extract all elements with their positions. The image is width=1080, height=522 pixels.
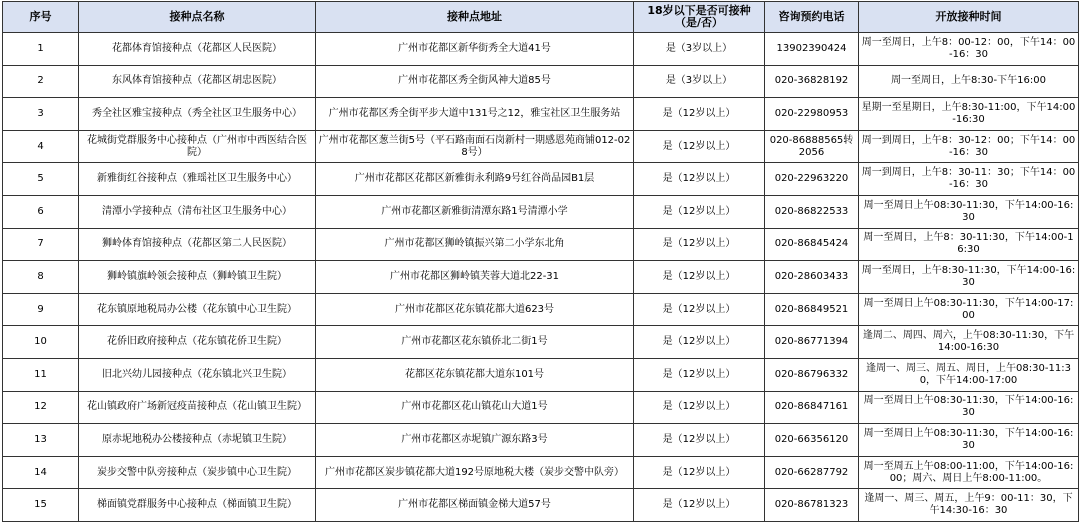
cell-site-name: 新雅街红谷接种点（雅瑶社区卫生服务中心）: [79, 163, 316, 196]
header-site-name: 接种点名称: [79, 2, 316, 33]
cell-address: 广州市花都区花都区新雅街永利路9号红谷尚品园B1层: [316, 163, 634, 196]
cell-no: 9: [3, 293, 79, 326]
cell-hours: 周一到周日，上午8：30-12：00；下午14：00-16：30: [859, 130, 1079, 163]
cell-no: 6: [3, 195, 79, 228]
cell-site-name: 梯面镇党群服务中心接种点（梯面镇卫生院）: [79, 489, 316, 522]
table-row: [3, 195, 1079, 228]
cell-no: 3: [3, 98, 79, 131]
table-row: [3, 261, 1079, 294]
cell-hours: 周一至周日，上午8：00-12：00，下午14：00-16：30: [859, 33, 1079, 66]
vaccination-sites-table: [2, 1, 1079, 522]
header-under18: 18岁以下是否可接种（是/否）: [634, 2, 765, 33]
cell-address: 广州市花都区狮岭镇振兴第二小学东北角: [316, 228, 634, 261]
table-row: [3, 293, 1079, 326]
cell-phone: 020-86771394: [765, 326, 859, 359]
cell-phone: 020-22963220: [765, 163, 859, 196]
cell-under18: 是（12岁以上）: [634, 424, 765, 457]
cell-no: 11: [3, 358, 79, 391]
table-row: [3, 228, 1079, 261]
cell-phone: 020-86822533: [765, 195, 859, 228]
cell-phone: 020-66356120: [765, 424, 859, 457]
cell-phone: 020-86796332: [765, 358, 859, 391]
cell-hours: 周一至周日，上午8:30-下午16:00: [859, 65, 1079, 98]
cell-site-name: 花山镇政府广场新冠疫苗接种点（花山镇卫生院）: [79, 391, 316, 424]
cell-phone: 020-22980953: [765, 98, 859, 131]
cell-address: 广州市花都区狮岭镇芙蓉大道北22-31: [316, 261, 634, 294]
cell-address: 广州市花都区花东镇侨北二街1号: [316, 326, 634, 359]
cell-under18: 是（3岁以上）: [634, 33, 765, 66]
cell-under18: 是（12岁以上）: [634, 228, 765, 261]
cell-address: 广州市花都区新华街秀全大道41号: [316, 33, 634, 66]
cell-address: 广州市花都区赤坭镇广源东路3号: [316, 424, 634, 457]
table-row: [3, 326, 1079, 359]
cell-address: 广州市花都区花东镇花都大道623号: [316, 293, 634, 326]
cell-address: 广州市花都区花山镇花山大道1号: [316, 391, 634, 424]
cell-phone: 020-66287792: [765, 456, 859, 489]
table-row: [3, 358, 1079, 391]
cell-hours: 逢周一、周三、周五，上午9：00-11：30，下午14:30-16：30: [859, 489, 1079, 522]
header-row: [3, 2, 1079, 33]
table-row: [3, 33, 1079, 66]
cell-under18: 是（12岁以上）: [634, 130, 765, 163]
table-row: [3, 65, 1079, 98]
cell-hours: 周一至周日上午08:30-11:30，下午14:00-16:30: [859, 391, 1079, 424]
cell-address: 广州市花都区秀全街风神大道85号: [316, 65, 634, 98]
cell-site-name: 狮岭体育馆接种点（花都区第二人民医院）: [79, 228, 316, 261]
cell-hours: 逢周二、周四、周六，上午08:30-11:30，下午14:00-16:30: [859, 326, 1079, 359]
cell-under18: 是（3岁以上）: [634, 65, 765, 98]
cell-under18: 是（12岁以上）: [634, 261, 765, 294]
cell-hours: 周一至周日上午08:30-11:30，下午14:00-17:00: [859, 293, 1079, 326]
cell-phone: 020-28603433: [765, 261, 859, 294]
cell-address: 花都区花东镇花都大道东101号: [316, 358, 634, 391]
header-hours: 开放接种时间: [859, 2, 1079, 33]
cell-address: 广州市花都区梯面镇金梯大道57号: [316, 489, 634, 522]
cell-hours: 星期一至星期日，上午8:30-11:00，下午14:00-16:30: [859, 98, 1079, 131]
cell-under18: 是（12岁以上）: [634, 358, 765, 391]
cell-no: 15: [3, 489, 79, 522]
table-row: [3, 130, 1079, 163]
cell-site-name: 炭步交警中队旁接种点（炭步镇中心卫生院）: [79, 456, 316, 489]
header-no: 序号: [3, 2, 79, 33]
cell-phone: 020-86888565转2056: [765, 130, 859, 163]
cell-no: 14: [3, 456, 79, 489]
cell-under18: 是（12岁以上）: [634, 456, 765, 489]
header-phone: 咨询预约电话: [765, 2, 859, 33]
cell-hours: 周一至周日上午08:30-11:30，下午14:00-16:30: [859, 424, 1079, 457]
cell-site-name: 清潭小学接种点（清布社区卫生服务中心）: [79, 195, 316, 228]
cell-under18: 是（12岁以上）: [634, 489, 765, 522]
cell-no: 4: [3, 130, 79, 163]
cell-hours: 周一至周日上午08:30-11:30，下午14:00-16:30: [859, 195, 1079, 228]
cell-no: 13: [3, 424, 79, 457]
cell-under18: 是（12岁以上）: [634, 98, 765, 131]
cell-under18: 是（12岁以上）: [634, 163, 765, 196]
cell-site-name: 花东镇原地税局办公楼（花东镇中心卫生院）: [79, 293, 316, 326]
cell-no: 8: [3, 261, 79, 294]
cell-site-name: 花都体育馆接种点（花都区人民医院）: [79, 33, 316, 66]
cell-hours: 周一至周日，上午8:30-11:30，下午14:00-16:30: [859, 261, 1079, 294]
cell-site-name: 旧北兴幼儿园接种点（花东镇北兴卫生院）: [79, 358, 316, 391]
header-address: 接种点地址: [316, 2, 634, 33]
table-row: [3, 163, 1079, 196]
cell-phone: 020-86849521: [765, 293, 859, 326]
cell-address: 广州市花都区新雅街清潭东路1号清潭小学: [316, 195, 634, 228]
table-row: [3, 489, 1079, 522]
cell-site-name: 东风体育馆接种点（花都区胡忠医院）: [79, 65, 316, 98]
cell-under18: 是（12岁以上）: [634, 293, 765, 326]
table-row: [3, 424, 1079, 457]
cell-address: 广州市花都区葱兰街5号（平石路南面石岗新村一期感恩苑商铺012-028号）: [316, 130, 634, 163]
cell-no: 7: [3, 228, 79, 261]
cell-no: 12: [3, 391, 79, 424]
cell-no: 5: [3, 163, 79, 196]
cell-site-name: 狮岭镇旗岭领会接种点（狮岭镇卫生院）: [79, 261, 316, 294]
cell-no: 2: [3, 65, 79, 98]
cell-hours: 周一到周日，上午8：30-11：30；下午14：00-16：30: [859, 163, 1079, 196]
cell-site-name: 花侨旧政府接种点（花东镇花侨卫生院）: [79, 326, 316, 359]
table-row: [3, 98, 1079, 131]
cell-address: 广州市花都区秀全街平步大道中131号之12，雅宝社区卫生服务站: [316, 98, 634, 131]
cell-under18: 是（12岁以上）: [634, 391, 765, 424]
table-row: [3, 391, 1079, 424]
table-row: [3, 456, 1079, 489]
cell-hours: 逢周一、周三、周五、周日，上午08:30-11:30，下午14:00-17:00: [859, 358, 1079, 391]
cell-hours: 周一至周五上午08:00-11:00，下午14:00-16:00；周六、周日上午8:00-11:00。: [859, 456, 1079, 489]
cell-site-name: 秀全社区雅宝接种点（秀全社区卫生服务中心）: [79, 98, 316, 131]
cell-under18: 是（12岁以上）: [634, 326, 765, 359]
cell-phone: 020-86847161: [765, 391, 859, 424]
cell-address: 广州市花都区炭步镇花都大道192号原地税大楼（炭步交警中队旁）: [316, 456, 634, 489]
cell-hours: 周一至周日，上午8：30-11:30，下午14:00-16:30: [859, 228, 1079, 261]
cell-phone: 13902390424: [765, 33, 859, 66]
cell-no: 10: [3, 326, 79, 359]
cell-phone: 020-86781323: [765, 489, 859, 522]
cell-no: 1: [3, 33, 79, 66]
cell-phone: 020-36828192: [765, 65, 859, 98]
cell-site-name: 花城街党群服务中心接种点（广州市中西医结合医院）: [79, 130, 316, 163]
cell-phone: 020-86845424: [765, 228, 859, 261]
cell-site-name: 原赤坭地税办公楼接种点（赤坭镇卫生院）: [79, 424, 316, 457]
cell-under18: 是（12岁以上）: [634, 195, 765, 228]
